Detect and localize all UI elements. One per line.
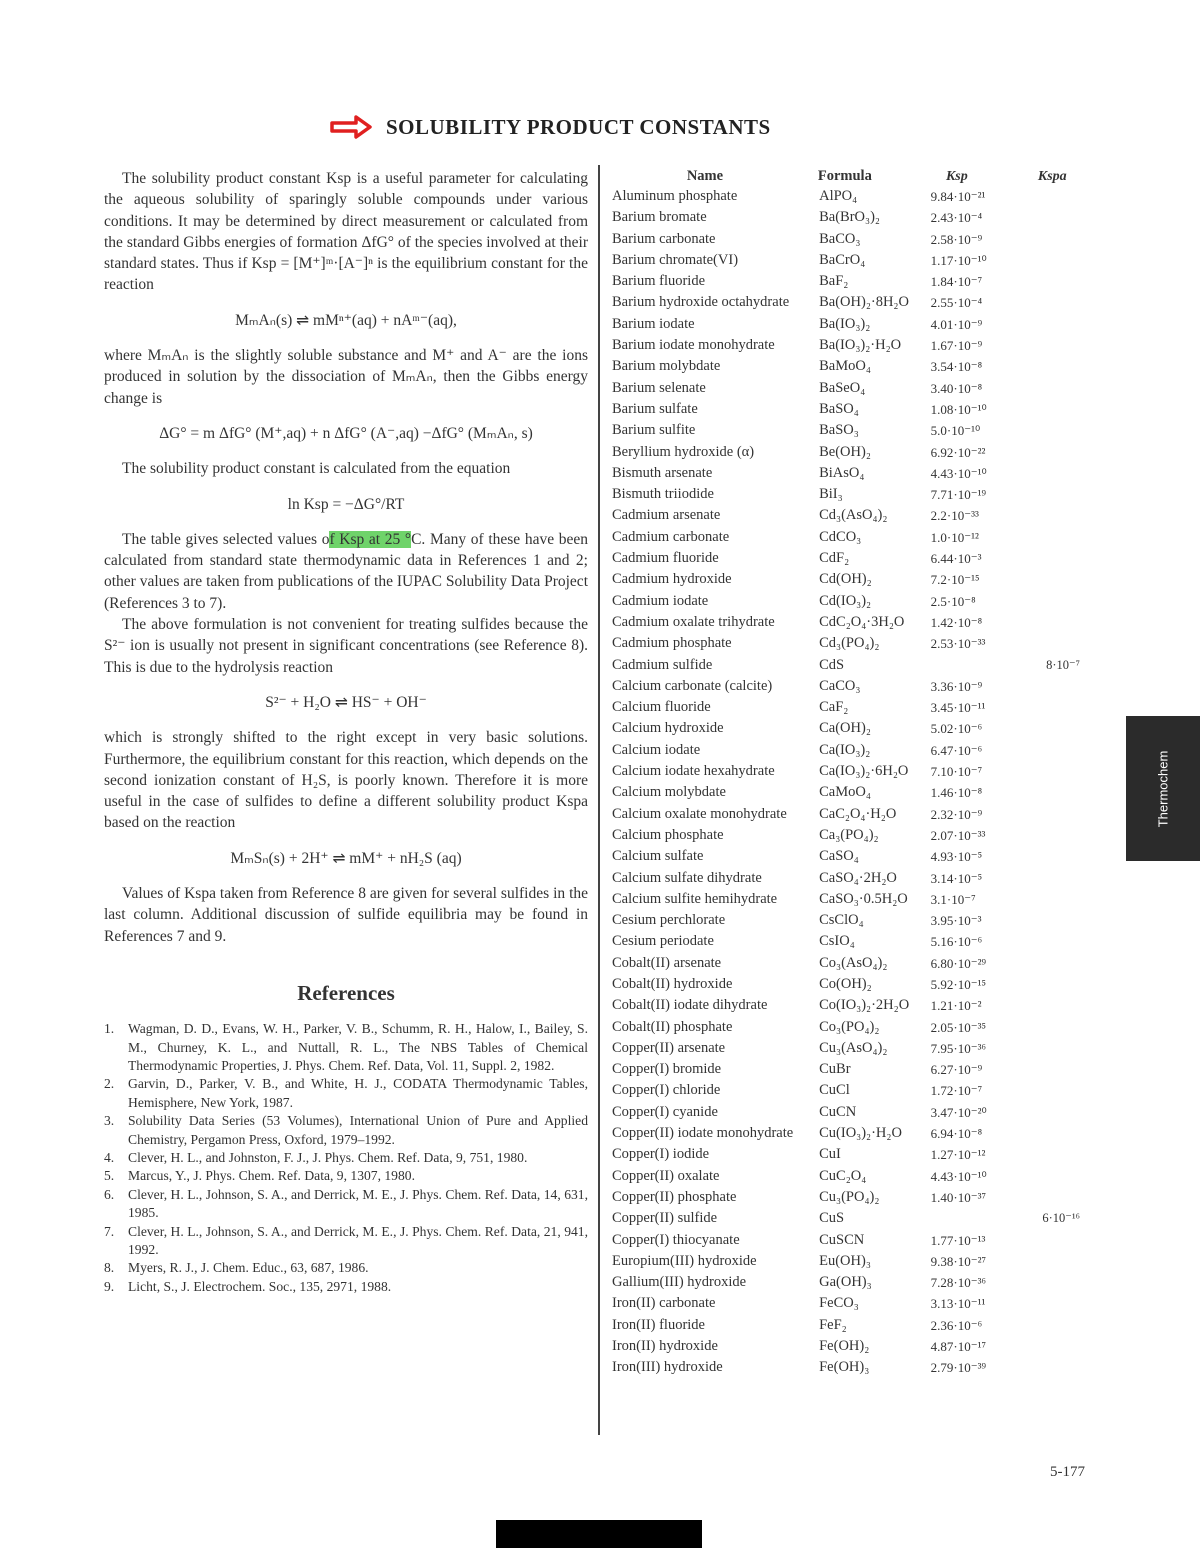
ksp-value: 2.55·10⁻⁴ <box>930 295 983 311</box>
table-row <box>610 485 1080 506</box>
reference-number: 7. <box>104 1223 115 1239</box>
compound-name: Barium chromate(VI) <box>612 251 739 268</box>
table-row <box>610 677 1080 698</box>
table-row <box>610 1294 1080 1315</box>
compound-formula: Cu₃(PO₄)₂ <box>819 1188 880 1205</box>
ksp-value: 6.44·10⁻³ <box>930 551 982 567</box>
table-row <box>610 1337 1080 1358</box>
compound-name: Cesium periodate <box>612 933 714 950</box>
p4-post: C. Many of these have been calculated from standard state thermodynamic data in References 1 and 2; other values are taken from publications of the IUPAC Solubility Data Project (References 3 to 7). <box>104 530 588 612</box>
compound-name: Barium selenate <box>612 379 706 396</box>
table-row <box>610 570 1080 591</box>
compound-formula: CuI <box>819 1146 841 1163</box>
reference-number: 3. <box>104 1113 115 1129</box>
reference-text: Clever, H. L., Johnson, S. A., and Derrick, M. E., J. Phys. Chem. Ref. Data, 21, 941, 1992. <box>128 1223 588 1258</box>
compound-name: Bismuth arsenate <box>612 464 713 481</box>
compound-name: Calcium hydroxide <box>612 720 724 737</box>
compound-name: Copper(I) bromide <box>612 1061 722 1078</box>
ksp-value: 2.43·10⁻⁴ <box>930 210 983 226</box>
ksp-value: 2.5·10⁻⁸ <box>930 593 976 609</box>
compound-name: Bismuth triiodide <box>612 486 714 503</box>
compound-name: Barium carbonate <box>612 230 716 247</box>
ksp-value: 3.36·10⁻⁹ <box>930 678 983 694</box>
compound-name: Calcium sulfate dihydrate <box>612 869 762 886</box>
compound-formula: CuC₂O₄ <box>819 1167 867 1184</box>
compound-formula: Ba(OH)₂·8H₂O <box>819 294 909 311</box>
compound-name: Barium bromate <box>612 209 707 226</box>
compound-formula: Co₃(AsO₄)₂ <box>819 954 888 971</box>
table-row <box>610 975 1080 996</box>
ksp-value: 2.53·10⁻³³ <box>930 636 986 652</box>
table-row <box>610 549 1080 570</box>
compound-formula: Be(OH)₂ <box>819 443 871 460</box>
table-row <box>610 421 1080 442</box>
compound-formula: Co₃(PO₄)₂ <box>819 1018 880 1035</box>
compound-formula: CaC₂O₄·H₂O <box>819 805 897 822</box>
header-ksp: Ksp <box>945 168 968 184</box>
ksp-value: 3.95·10⁻³ <box>930 913 982 929</box>
table-row <box>610 1145 1080 1166</box>
ksp-value: 4.43·10⁻¹⁰ <box>930 465 987 481</box>
compound-name: Cadmium oxalate trihydrate <box>612 613 775 630</box>
table-row <box>610 400 1080 421</box>
references-heading: References <box>297 980 395 1005</box>
compound-name: Cadmium phosphate <box>612 635 732 652</box>
compound-formula: Ba(BrO₃)₂ <box>819 209 880 226</box>
ksp-value: 1.0·10⁻¹² <box>930 529 979 545</box>
intro-paragraph-6: which is strongly shifted to the right except in very basic solutions. Furthermore, the equilibrium constant for this reaction, which depends on the second ionization constant of H₂S, is poorly known. Therefore it is more useful in the case of sulfides to define a different solubility product Kspa based on the reaction <box>104 729 588 832</box>
compound-name: Barium iodate monohydrate <box>612 337 775 354</box>
compound-formula: Cd(IO₃)₂ <box>819 592 872 609</box>
page-title: SOLUBILITY PRODUCT CONSTANTS <box>386 114 771 139</box>
compound-name: Cobalt(II) iodate dihydrate <box>612 997 768 1014</box>
compound-name: Calcium oxalate monohydrate <box>612 805 787 822</box>
table-row <box>610 1167 1080 1188</box>
compound-name: Europium(III) hydroxide <box>612 1252 757 1269</box>
ksp-value: 6.27·10⁻⁹ <box>930 1062 983 1078</box>
compound-formula: CaF₂ <box>819 699 849 716</box>
table-row <box>610 506 1080 527</box>
table-row <box>610 464 1080 485</box>
ksp-value: 5.02·10⁻⁶ <box>930 721 983 737</box>
compound-name: Cobalt(II) arsenate <box>612 954 722 971</box>
compound-formula: Co(IO₃)₂·2H₂O <box>819 997 910 1014</box>
ksp-value: 3.13·10⁻¹¹ <box>930 1296 986 1312</box>
ksp-value: 3.47·10⁻²⁰ <box>930 1104 987 1120</box>
table-row <box>610 954 1080 975</box>
compound-name: Calcium iodate hexahydrate <box>612 763 775 780</box>
ksp-value: 5.0·10⁻¹⁰ <box>930 423 981 439</box>
ksp-value: 1.40·10⁻³⁷ <box>930 1189 986 1205</box>
ksp-value: 6.94·10⁻⁸ <box>930 1126 983 1142</box>
reference-item <box>104 1149 588 1167</box>
table-row <box>610 656 1080 677</box>
reference-number: 6. <box>104 1186 115 1202</box>
table-body <box>610 187 1080 1380</box>
compound-formula: Cd₃(AsO₄)₂ <box>819 507 888 524</box>
compound-formula: CaSO₃·0.5H₂O <box>819 890 908 907</box>
table-row <box>610 336 1080 357</box>
compound-name: Beryllium hydroxide (α) <box>612 443 755 460</box>
compound-name: Barium hydroxide octahydrate <box>612 294 790 311</box>
ksp-value: 1.72·10⁻⁷ <box>930 1083 983 1099</box>
references-list <box>104 1020 588 1296</box>
compound-name: Cesium perchlorate <box>612 912 726 929</box>
compound-formula: BaSO₃ <box>819 422 859 439</box>
compound-formula: Fe(OH)₂ <box>819 1338 870 1355</box>
ksp-value: 7.10·10⁻⁷ <box>930 764 983 780</box>
table-row <box>610 932 1080 953</box>
compound-name: Cadmium fluoride <box>612 550 719 567</box>
kspa-value: 8·10⁻⁷ <box>1046 657 1080 672</box>
compound-name: Iron(III) hydroxide <box>612 1359 723 1376</box>
ksp-value: 9.84·10⁻²¹ <box>930 189 986 204</box>
compound-formula: CaCO₃ <box>819 677 861 694</box>
ksp-value: 2.36·10⁻⁶ <box>930 1317 983 1333</box>
compound-formula: BaCrO₄ <box>819 251 866 268</box>
compound-name: Iron(II) fluoride <box>612 1316 705 1333</box>
compound-formula: BaSO₄ <box>819 400 859 417</box>
table-row <box>610 634 1080 655</box>
table-row <box>610 272 1080 293</box>
compound-formula: CsClO₄ <box>819 912 864 929</box>
reference-number: 2. <box>104 1076 115 1092</box>
compound-formula: BaCO₃ <box>819 230 861 247</box>
intro-paragraph-5: The above formulation is not convenient for treating sulfides because the S²⁻ ion is usually not present in significant concentrations (see Reference 8). This is due to the hydrolysis reaction <box>104 616 588 676</box>
compound-formula: Cu(IO₃)₂·H₂O <box>819 1125 902 1142</box>
redaction-bar <box>496 1520 702 1548</box>
table-row <box>610 1124 1080 1145</box>
ksp-value: 3.1·10⁻⁷ <box>930 891 976 907</box>
compound-formula: CaSO₄·2H₂O <box>819 869 897 886</box>
compound-formula: CuSCN <box>819 1231 865 1248</box>
ksp-value: 4.93·10⁻⁵ <box>930 849 983 865</box>
table-row <box>610 869 1080 890</box>
table-row <box>610 357 1080 378</box>
compound-formula: CuCN <box>819 1103 857 1120</box>
table-row <box>610 911 1080 932</box>
compound-formula: CdS <box>819 656 845 673</box>
ksp-value: 3.54·10⁻⁸ <box>930 359 983 375</box>
ksp-value: 3.45·10⁻¹¹ <box>930 700 986 716</box>
compound-name: Cadmium iodate <box>612 592 709 609</box>
table-row <box>610 592 1080 613</box>
compound-name: Iron(II) carbonate <box>612 1295 716 1312</box>
table-row <box>610 1252 1080 1273</box>
compound-formula: Ba(IO₃)₂ <box>819 315 871 332</box>
intro-paragraph-3: The solubility product constant is calculated from the equation <box>122 460 511 478</box>
compound-name: Calcium sulfate <box>612 848 704 865</box>
table-row <box>610 1060 1080 1081</box>
reference-item <box>104 1020 588 1075</box>
ksp-value: 2.58·10⁻⁹ <box>930 231 983 247</box>
ksp-value: 4.43·10⁻¹⁰ <box>930 1168 987 1184</box>
compound-formula: CdC₂O₄·3H₂O <box>819 613 905 630</box>
table-row <box>610 1316 1080 1337</box>
arrow-right-icon <box>330 115 372 139</box>
table-row <box>610 208 1080 229</box>
reference-text: Marcus, Y., J. Phys. Chem. Ref. Data, 9, 1307, 1980. <box>128 1168 415 1184</box>
compound-formula: Ca(IO₃)₂ <box>819 741 871 758</box>
compound-name: Calcium phosphate <box>612 826 724 843</box>
table-row <box>610 1188 1080 1209</box>
compound-formula: CuS <box>819 1210 845 1227</box>
table-row <box>610 443 1080 464</box>
table-row <box>610 528 1080 549</box>
equation-lnksp: ln Ksp = −ΔG°/RT <box>287 495 405 513</box>
table-row <box>610 315 1080 336</box>
reference-item <box>104 1075 588 1112</box>
compound-name: Cadmium arsenate <box>612 507 721 524</box>
header-kspa: Kspa <box>1037 168 1067 184</box>
table-row <box>610 996 1080 1017</box>
table-row <box>610 1231 1080 1252</box>
equation-gibbs: ΔG° = m ΔfG° (M⁺,aq) + n ΔfG° (A⁻,aq) −ΔfG° (MₘAₙ, s) <box>159 424 533 442</box>
compound-name: Cobalt(II) phosphate <box>612 1018 733 1035</box>
compound-formula: Cd(OH)₂ <box>819 571 872 588</box>
compound-formula: BiAsO₄ <box>819 464 865 481</box>
compound-formula: Cd₃(PO₄)₂ <box>819 635 880 652</box>
ksp-value: 1.17·10⁻¹⁰ <box>930 252 987 268</box>
ksp-value: 9.38·10⁻²⁷ <box>930 1253 986 1269</box>
table-row <box>610 847 1080 868</box>
compound-formula: Eu(OH)₃ <box>819 1252 871 1269</box>
compound-formula: BiI₃ <box>819 486 843 503</box>
compound-name: Cadmium hydroxide <box>612 571 732 588</box>
ksp-value: 2.32·10⁻⁹ <box>930 806 983 822</box>
header-name: Name <box>686 167 724 184</box>
page-title-block <box>330 112 771 142</box>
ksp-value: 2.05·10⁻³⁵ <box>930 1019 986 1035</box>
table-row <box>610 783 1080 804</box>
reference-number: 8. <box>104 1260 115 1276</box>
table-row <box>610 890 1080 911</box>
table-row <box>610 1039 1080 1060</box>
ksp-value: 7.2·10⁻¹⁵ <box>930 572 980 588</box>
compound-formula: Co(OH)₂ <box>819 975 872 992</box>
table-row <box>610 613 1080 634</box>
reference-item <box>104 1259 588 1277</box>
ksp-value: 2.79·10⁻³⁹ <box>930 1360 986 1376</box>
header-formula: Formula <box>817 167 872 184</box>
compound-name: Copper(I) thiocyanate <box>612 1231 740 1248</box>
compound-name: Cadmium sulfide <box>612 656 713 673</box>
reference-text: Garvin, D., Parker, V. B., and White, H. J., CODATA Thermodynamic Tables, Hemisphere, New York, 1987. <box>128 1076 588 1110</box>
ksp-value: 1.46·10⁻⁸ <box>930 785 983 801</box>
equation-dissociation: MₘAₙ(s) ⇌ mMⁿ⁺(aq) + nAᵐ⁻(aq), <box>235 311 457 329</box>
ksp-value: 6.47·10⁻⁶ <box>930 742 983 758</box>
compound-formula: Ca₃(PO₄)₂ <box>819 826 879 843</box>
compound-formula: Cu₃(AsO₄)₂ <box>819 1039 888 1056</box>
kspa-value: 6·10⁻¹⁶ <box>1042 1211 1080 1226</box>
table-row <box>610 230 1080 251</box>
reference-text: Wagman, D. D., Evans, W. H., Parker, V. B., Schumm, R. H., Halow, I., Bailey, S. M., Churney, K. L., and Nuttall, R. L., The NBS Tables of Chemical Thermodynamic Properties, J. Phys. Chem. Ref. Data, Vol. 11, Suppl. 2, 1982. <box>128 1021 588 1074</box>
reference-text: Clever, H. L., Johnson, S. A., and Derrick, M. E., J. Phys. Chem. Ref. Data, 14, 631, 1985. <box>128 1186 588 1221</box>
highlighted-text: f Ksp at 25 ° <box>329 530 412 548</box>
compound-formula: CdCO₃ <box>819 528 862 545</box>
compound-name: Copper(II) sulfide <box>612 1210 718 1227</box>
table-row <box>610 293 1080 314</box>
ksp-value: 3.40·10⁻⁸ <box>930 380 983 396</box>
table-row <box>610 251 1080 272</box>
ksp-value: 4.01·10⁻⁹ <box>930 316 983 332</box>
table-row <box>610 1273 1080 1294</box>
compound-name: Aluminum phosphate <box>612 188 738 204</box>
compound-name: Calcium iodate <box>612 741 701 758</box>
compound-name: Copper(I) iodide <box>612 1146 710 1163</box>
compound-name: Calcium sulfite hemihydrate <box>612 890 778 907</box>
compound-formula: CaMoO₄ <box>819 784 871 801</box>
reference-number: 9. <box>104 1278 115 1294</box>
compound-name: Calcium fluoride <box>612 699 711 716</box>
compound-formula: CaSO₄ <box>819 848 859 865</box>
compound-name: Copper(I) chloride <box>612 1082 721 1099</box>
ksp-value: 1.77·10⁻¹³ <box>930 1232 986 1248</box>
page-number: 5-177 <box>1050 1464 1085 1480</box>
table-row <box>610 1081 1080 1102</box>
compound-name: Cobalt(II) hydroxide <box>612 975 733 992</box>
ksp-value: 6.92·10⁻²² <box>930 444 986 460</box>
compound-name: Copper(II) phosphate <box>612 1188 737 1205</box>
table-header <box>610 165 1080 187</box>
compound-name: Copper(II) arsenate <box>612 1039 726 1056</box>
ksp-value: 5.16·10⁻⁶ <box>930 934 983 950</box>
intro-paragraph-4 <box>104 529 588 614</box>
section-side-tab[interactable] <box>1126 716 1200 861</box>
p4-pre: The table gives selected values o <box>122 530 330 548</box>
compound-name: Calcium molybdate <box>612 784 726 801</box>
reference-item <box>104 1278 588 1296</box>
ksp-value: 3.14·10⁻⁵ <box>930 870 983 886</box>
compound-formula: CdF₂ <box>819 550 850 567</box>
table-row <box>610 719 1080 740</box>
compound-formula: Ca(IO₃)₂·6H₂O <box>819 763 909 780</box>
ksp-value: 6.80·10⁻²⁹ <box>930 955 986 971</box>
table-row <box>610 1209 1080 1230</box>
table-row <box>610 698 1080 719</box>
reference-item <box>104 1186 588 1223</box>
compound-name: Copper(II) oxalate <box>612 1167 720 1184</box>
compound-formula: CsIO₄ <box>819 933 855 950</box>
ksp-value: 5.92·10⁻¹⁵ <box>930 976 986 992</box>
compound-name: Cadmium carbonate <box>612 528 730 545</box>
equation-sulfide: MₘSₙ(s) + 2H⁺ ⇌ mM⁺ + nH₂S (aq) <box>230 849 462 867</box>
compound-name: Copper(II) iodate monohydrate <box>612 1125 794 1142</box>
reference-number: 5. <box>104 1168 115 1184</box>
compound-name: Iron(II) hydroxide <box>612 1338 718 1355</box>
table-row <box>610 379 1080 400</box>
ksp-value: 7.71·10⁻¹⁹ <box>930 487 986 503</box>
compound-formula: CuBr <box>819 1061 851 1078</box>
reference-text: Licht, S., J. Electrochem. Soc., 135, 2971, 1988. <box>128 1278 392 1294</box>
intro-paragraph-1: The solubility product constant Ksp is a useful parameter for calculating the aqueous solubility of sparingly soluble compounds under various conditions. It may be determined by direct measurement or calculated from the standard Gibbs energies of formation ΔfG° of the species involved at their standard states. Thus if Ksp = [M⁺]ᵐ·[A⁻]ⁿ is the equilibrium constant for the reaction <box>104 170 588 294</box>
compound-name: Barium sulfate <box>612 400 698 417</box>
compound-formula: BaMoO₄ <box>819 358 871 375</box>
ksp-value: 1.27·10⁻¹² <box>930 1147 986 1163</box>
side-tab-label: Thermochem <box>1155 750 1171 827</box>
compound-formula: BaF₂ <box>819 273 849 290</box>
ksp-value: 7.28·10⁻³⁶ <box>930 1275 986 1291</box>
solubility-table <box>610 165 1080 1380</box>
compound-name: Barium iodate <box>612 315 695 332</box>
compound-formula: CuCl <box>819 1082 850 1099</box>
reference-item <box>104 1112 588 1149</box>
intro-paragraph-2: where MₘAₙ is the slightly soluble substance and M⁺ and A⁻ are the ions produced in solution by the dissociation of MₘAₙ, then the Gibbs energy change is <box>104 347 588 407</box>
ksp-value: 2.07·10⁻³³ <box>930 827 986 843</box>
ksp-value: 1.67·10⁻⁹ <box>930 338 983 354</box>
reference-text: Clever, H. L., and Johnston, F. J., J. Phys. Chem. Ref. Data, 9, 751, 1980. <box>128 1150 528 1166</box>
table-row <box>610 187 1080 208</box>
table-row <box>610 826 1080 847</box>
table-row <box>610 1018 1080 1039</box>
reference-item <box>104 1167 588 1185</box>
compound-name: Copper(I) cyanide <box>612 1103 718 1120</box>
intro-paragraph-7: Values of Kspa taken from Reference 8 are given for several sulfides in the last column. Additional discussion of sulfide equilibria may be found in References 7 and 9. <box>104 885 588 945</box>
table-row <box>610 805 1080 826</box>
reference-item <box>104 1223 588 1260</box>
compound-name: Gallium(III) hydroxide <box>612 1274 747 1291</box>
table-row <box>610 1358 1080 1379</box>
ksp-value: 1.21·10⁻² <box>930 998 982 1014</box>
column-divider <box>598 165 600 1435</box>
compound-formula: Fe(OH)₃ <box>819 1359 870 1376</box>
compound-formula: BaSeO₄ <box>819 379 866 396</box>
compound-name: Barium fluoride <box>612 273 706 290</box>
reference-text: Solubility Data Series (53 Volumes), International Union of Pure and Applied Chemistry, Pergamon Press, Oxford, 1979–1992. <box>128 1113 588 1147</box>
compound-formula: AlPO₄ <box>819 188 858 204</box>
ksp-value: 7.95·10⁻³⁶ <box>930 1040 986 1056</box>
compound-formula: FeF₂ <box>819 1316 847 1333</box>
reference-number: 4. <box>104 1150 115 1166</box>
intro-column <box>104 168 588 1296</box>
compound-formula: Ba(IO₃)₂·H₂O <box>819 337 902 354</box>
compound-name: Barium molybdate <box>612 358 721 375</box>
compound-formula: Ca(OH)₂ <box>819 720 871 737</box>
ksp-value: 1.08·10⁻¹⁰ <box>930 401 987 417</box>
equation-hydrolysis: S²⁻ + H₂O ⇌ HS⁻ + OH⁻ <box>265 693 427 711</box>
compound-formula: FeCO₃ <box>819 1295 859 1312</box>
compound-formula: Ga(OH)₃ <box>819 1274 872 1291</box>
ksp-value: 2.2·10⁻³³ <box>930 508 979 524</box>
ksp-value: 1.42·10⁻⁸ <box>930 614 983 630</box>
table-row <box>610 741 1080 762</box>
compound-name: Barium sulfite <box>612 422 696 439</box>
reference-number: 1. <box>104 1021 115 1037</box>
table-row <box>610 762 1080 783</box>
ksp-value: 4.87·10⁻¹⁷ <box>930 1339 986 1355</box>
table-row <box>610 1103 1080 1124</box>
compound-name: Calcium carbonate (calcite) <box>612 677 773 694</box>
ksp-value: 1.84·10⁻⁷ <box>930 274 983 290</box>
reference-text: Myers, R. J., J. Chem. Educ., 63, 687, 1986. <box>128 1260 369 1276</box>
